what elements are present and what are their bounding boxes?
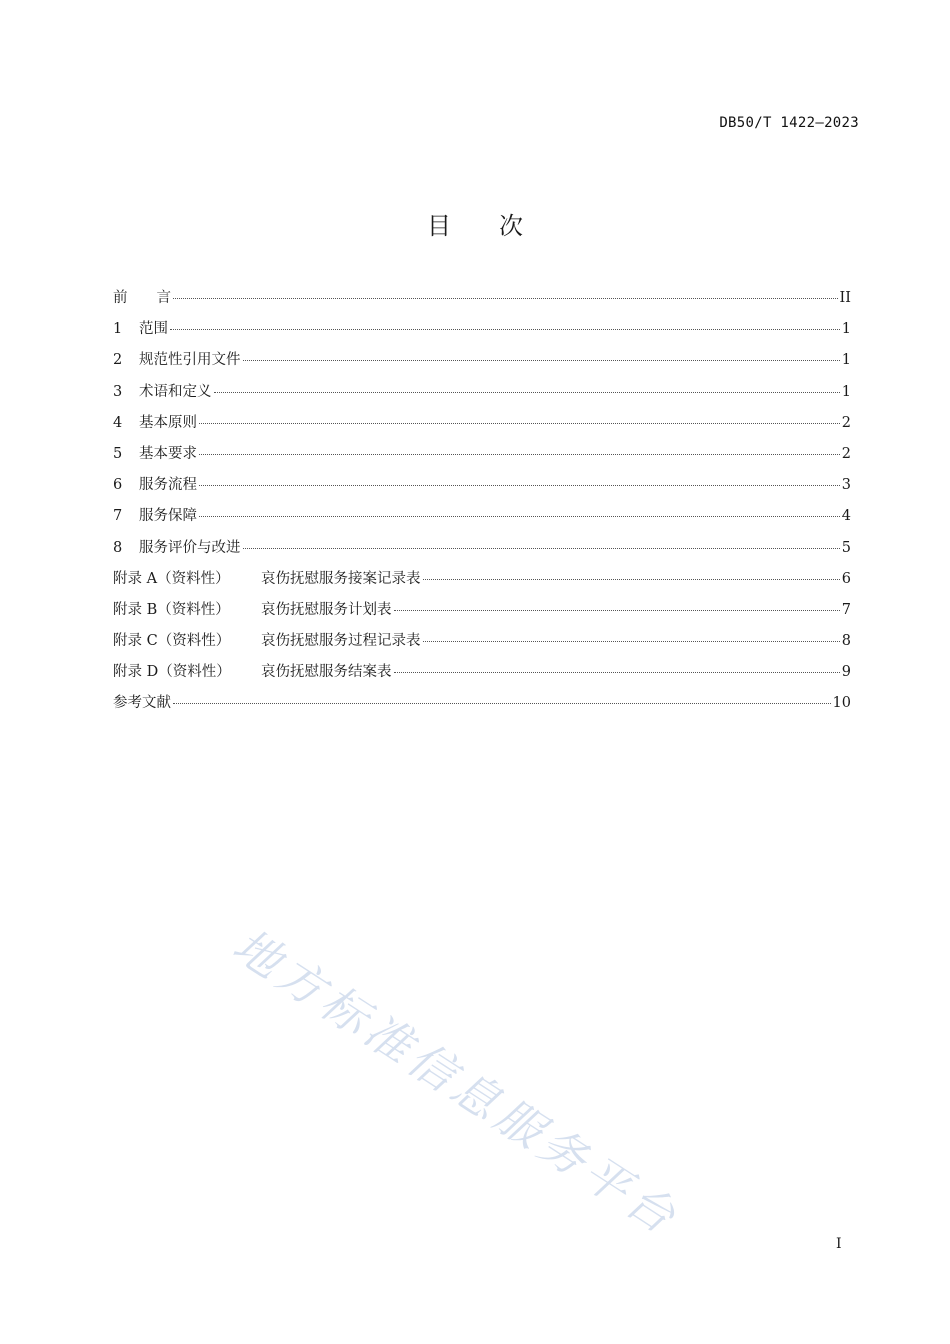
toc-entry-page: 2: [841, 414, 851, 431]
toc-entry-page: 9: [841, 664, 851, 681]
toc-entry-page: II: [839, 290, 851, 306]
toc-entry-label: 服务流程: [139, 477, 197, 494]
toc-entry-number: 1: [113, 321, 123, 338]
toc-entry-number: 8: [113, 539, 123, 556]
toc-entry-page: 6: [841, 570, 851, 587]
leader-dots: [199, 423, 840, 424]
toc-entry-page: 10: [832, 695, 851, 712]
leader-dots: [199, 454, 840, 455]
leader-dots: [423, 579, 840, 580]
leader-dots: [394, 672, 840, 673]
toc-entry-page: 7: [841, 601, 851, 618]
toc-entry-1[interactable]: [113, 317, 851, 348]
toc-entry-number: 4: [113, 414, 123, 431]
toc-entry-label: 服务保障: [139, 508, 197, 525]
toc-entry-number: 2: [113, 352, 123, 369]
toc-entry-5[interactable]: [113, 442, 851, 473]
toc-entry-page: 4: [841, 508, 851, 525]
toc-entry-page: 1: [841, 352, 851, 369]
toc-annex-tag: 附录 B（资料性）: [113, 601, 230, 618]
toc-entry-label: 基本原则: [139, 414, 197, 431]
leader-dots: [173, 703, 831, 704]
leader-dots: [394, 610, 840, 611]
toc-entry-4[interactable]: [113, 411, 851, 442]
toc-annex-label: 哀伤抚慰服务结案表: [261, 664, 392, 681]
page-number: I: [836, 1236, 842, 1252]
toc-annex-tag: 附录 C（资料性）: [113, 633, 231, 650]
toc-entry-3[interactable]: [113, 380, 851, 411]
toc-entry-foreword[interactable]: [113, 286, 851, 317]
toc-entry-6[interactable]: [113, 473, 851, 504]
leader-dots: [423, 641, 840, 642]
toc-entry-label: 术语和定义: [139, 383, 212, 400]
toc-entry-number: 3: [113, 383, 123, 400]
leader-dots: [243, 548, 840, 549]
toc-entry-page: 5: [841, 539, 851, 556]
leader-dots: [243, 360, 840, 361]
toc-annex-b[interactable]: [113, 598, 851, 629]
toc-entry-page: 1: [841, 321, 851, 338]
toc-entry-number: 6: [113, 477, 123, 494]
toc-annex-c[interactable]: [113, 629, 851, 660]
doc-code: DB50/T 1422—2023: [719, 115, 859, 131]
toc-title: 目次: [427, 212, 571, 240]
toc-entry-7[interactable]: [113, 504, 851, 535]
toc-annex-tag: 附录 A（资料性）: [113, 570, 230, 587]
toc-entry-label: 规范性引用文件: [139, 352, 241, 369]
toc-list: [113, 286, 851, 723]
toc-annex-label: 哀伤抚慰服务计划表: [261, 601, 392, 618]
toc-entry-number: 7: [113, 508, 123, 525]
toc-entry-page: 2: [841, 445, 851, 462]
toc-annex-d[interactable]: [113, 660, 851, 691]
toc-entry-label: 范围: [139, 321, 168, 338]
toc-annex-label: 哀伤抚慰服务过程记录表: [261, 633, 421, 650]
toc-entry-number: 5: [113, 445, 123, 462]
leader-dots: [170, 329, 840, 330]
toc-entry-label: 前 言: [113, 290, 171, 306]
leader-dots: [214, 392, 840, 393]
toc-annex-label: 哀伤抚慰服务接案记录表: [261, 570, 421, 587]
toc-entry-2[interactable]: [113, 348, 851, 379]
toc-entry-label: 服务评价与改进: [139, 539, 241, 556]
toc-entry-page: 1: [841, 383, 851, 400]
toc-annex-tag: 附录 D（资料性）: [113, 664, 231, 681]
toc-entry-label: 参考文献: [113, 695, 171, 712]
toc-entry-page: 8: [841, 633, 851, 650]
toc-annex-a[interactable]: [113, 567, 851, 598]
toc-entry-references[interactable]: [113, 691, 851, 722]
toc-entry-page: 3: [841, 477, 851, 494]
leader-dots: [173, 298, 838, 299]
toc-entry-8[interactable]: [113, 536, 851, 567]
leader-dots: [199, 516, 840, 517]
leader-dots: [199, 485, 840, 486]
watermark: 地方标准信息服务平台: [223, 917, 690, 1247]
toc-entry-label: 基本要求: [139, 445, 197, 462]
